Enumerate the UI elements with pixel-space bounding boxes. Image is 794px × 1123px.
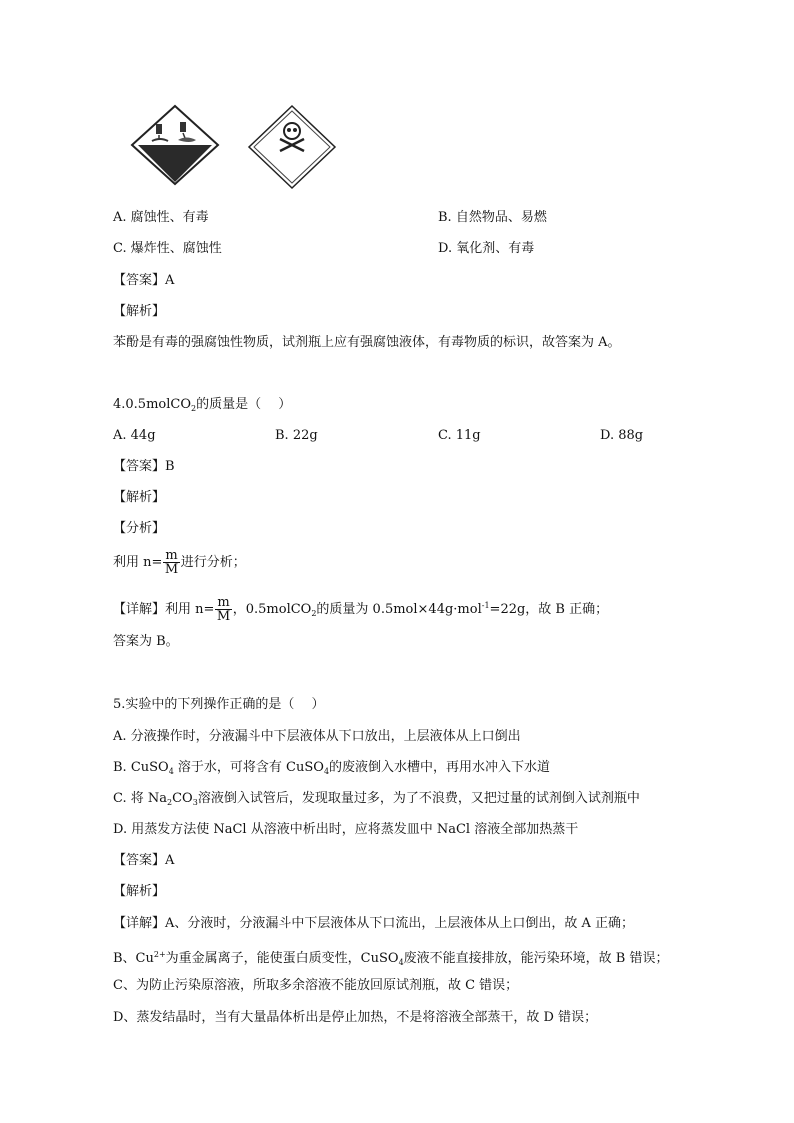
q5-option-c-part2: CO: [172, 791, 193, 806]
q5-detail-b-part1: B、Cu: [113, 951, 154, 966]
q5-option-b-part2: 溶于水，可将含有 CuSO: [173, 760, 324, 775]
q5-option-c-part3: 溶液倒入试管后，发现取量过多，为了不浪费，又把过量的试剂倒入试剂瓶中: [197, 791, 640, 806]
q4-stem-prefix: 4.0.5molCO: [113, 397, 191, 412]
q3-option-a: A. 腐蚀性、有毒: [113, 210, 209, 225]
q5-detail-b-sup: 2+: [153, 950, 166, 959]
q5-option-b-sub1: 4: [168, 767, 174, 776]
q5-answer: 【答案】A: [113, 853, 175, 868]
q4-analysis-title: 【解析】: [113, 490, 166, 505]
q4-stem-suffix: 的质量是（ ）: [196, 397, 292, 412]
q5-option-b-part1: B. CuSO: [113, 760, 169, 775]
q5-detail-b: [113, 947, 668, 971]
q5-analysis-title: 【解析】: [113, 884, 166, 899]
q4-detail-mid1: ，0.5molCO: [232, 602, 312, 617]
q4-detail-subscript: 2: [311, 609, 317, 618]
toxic-skull-hazard-icon: [247, 104, 337, 190]
q3-option-d: D. 氧化剂、有毒: [438, 241, 535, 256]
q4-option-d: D. 88g: [600, 428, 644, 443]
q5-detail-b-part3: 废液不能直接排放，能污染环境，故 B 错误；: [403, 951, 669, 966]
q5-option-c-sub1: 2: [167, 798, 173, 807]
q4-conclusion: 答案为 B。: [113, 634, 179, 649]
q5-option-b: [113, 760, 550, 780]
q4-option-c: C. 11g: [438, 428, 481, 443]
q4-option-b: B. 22g: [275, 428, 318, 443]
q5-detail-a: 【详解】A、分液时，分液漏斗中下层液体从下口流出，上层液体从上口倒出，故 A 正确；: [113, 916, 635, 931]
q3-analysis-text: 苯酚是有毒的强腐蚀性物质，试剂瓶上应有强腐蚀液体，有毒物质的标识，故答案为 A。: [113, 335, 621, 350]
q4-detail-mid2: 的质量为 0.5mol×44g·mol: [316, 602, 482, 617]
q4-fraction-numerator: m: [165, 548, 178, 563]
q3-analysis-title: 【解析】: [113, 304, 166, 319]
q4-fenxi-line: [113, 548, 246, 578]
q4-fenxi-prefix: 利用 n=: [113, 555, 163, 570]
q4-stem: [113, 397, 291, 417]
corrosive-hazard-icon: [130, 104, 220, 186]
q5-detail-b-sub: 4: [398, 958, 404, 967]
q5-option-b-sub2: 4: [323, 767, 330, 776]
q3-answer: 【答案】A: [113, 273, 175, 288]
q5-option-b-part3: 的废液倒入水槽中，再用水冲入下水道: [329, 760, 551, 775]
q4-stem-subscript: 2: [191, 404, 197, 413]
q5-stem: 5.实验中的下列操作正确的是（ ）: [113, 697, 325, 712]
q4-fenxi-title: 【分析】: [113, 521, 166, 536]
q4-detail-suffix: =22g，故 B 正确；: [489, 602, 609, 617]
q4-detail-fraction-denominator: M: [216, 609, 231, 624]
q4-detail-superscript: -1: [481, 601, 490, 610]
q5-option-c-sub2: 3: [192, 798, 198, 807]
q4-fraction-denominator: M: [164, 562, 179, 577]
q4-detail-fraction-numerator: m: [217, 595, 230, 610]
q5-detail-d: D、蒸发结晶时，当有大量晶体析出是停止加热，不是将溶液全部蒸干，故 D 错误；: [113, 1010, 598, 1025]
q4-detail-prefix: 【详解】利用 n=: [113, 602, 215, 617]
q4-detail-line: [113, 591, 608, 629]
q4-option-a: A. 44g: [113, 428, 156, 443]
q4-detail-fraction: [215, 596, 231, 623]
q5-option-c-part1: C. 将 Na: [113, 791, 168, 806]
q5-option-a: A. 分液操作时，分液漏斗中下层液体从下口放出，上层液体从上口倒出: [113, 729, 521, 744]
q3-option-b: B. 自然物品、易燃: [438, 210, 547, 225]
q4-fraction: [163, 549, 179, 576]
q5-option-c: [113, 791, 640, 811]
q4-answer: 【答案】B: [113, 459, 175, 474]
q5-detail-b-part2: 为重金属离子，能使蛋白质变性，CuSO: [165, 951, 399, 966]
q3-option-c: C. 爆炸性、腐蚀性: [113, 241, 222, 256]
q4-fenxi-suffix: 进行分析；: [180, 555, 246, 570]
q5-detail-c: C、为防止污染原溶液，所取多余溶液不能放回原试剂瓶，故 C 错误；: [113, 978, 519, 993]
q5-option-d: D. 用蒸发方法使 NaCl 从溶液中析出时，应将蒸发皿中 NaCl 溶液全部加热蒸干: [113, 822, 579, 837]
